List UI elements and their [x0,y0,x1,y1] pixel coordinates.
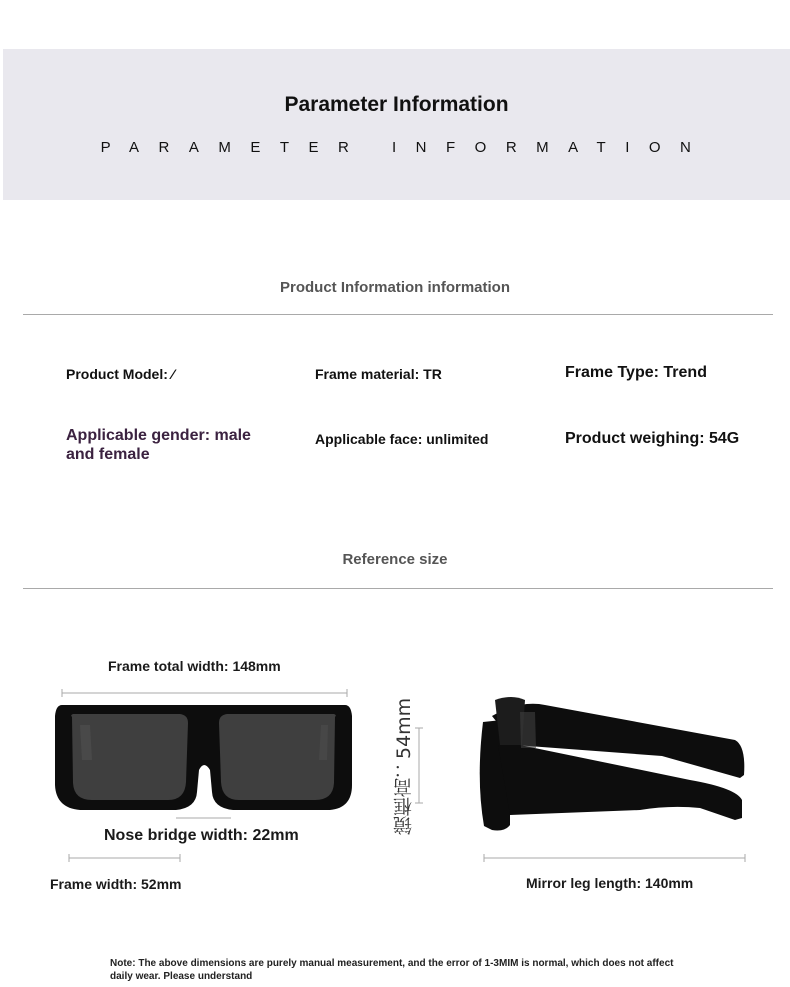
product-weight: Product weighing: 54G [565,430,740,447]
product-model: Product Model: ⁄ [66,366,175,382]
total-width-measure-line [62,689,347,697]
sunglasses-side-view [480,697,745,830]
leg-length-measure-line [484,854,745,862]
frame-width-label: Frame width: 52mm [50,876,182,892]
leg-length-label: Mirror leg length: 140mm [526,875,694,891]
nose-bridge-width-label: Nose bridge width: 22mm [104,827,299,844]
measurement-note: Note: The above dimensions are purely manual measurement, and the error of 1-3MIM is normal, which does not affect daily wear. Please understand [110,958,674,982]
sunglasses-front-view [55,705,352,810]
frame-height-label: 镜框高：54mm [393,697,415,835]
applicable-face: Applicable face: unlimited [315,431,489,447]
reference-size-title: Reference size [342,551,448,568]
frame-type: Frame Type: Trend [565,364,707,381]
frame-material: Frame material: TR [315,366,442,382]
frame-width-measure-line [69,854,180,862]
banner-title: Parameter Information [284,93,509,116]
banner-subtitle: PARAMETER INFORMATION [100,139,711,156]
product-info-title: Product Information information [280,279,510,296]
frame-total-width-label: Frame total width: 148mm [108,658,281,674]
applicable-gender: Applicable gender: male and female [66,427,251,463]
